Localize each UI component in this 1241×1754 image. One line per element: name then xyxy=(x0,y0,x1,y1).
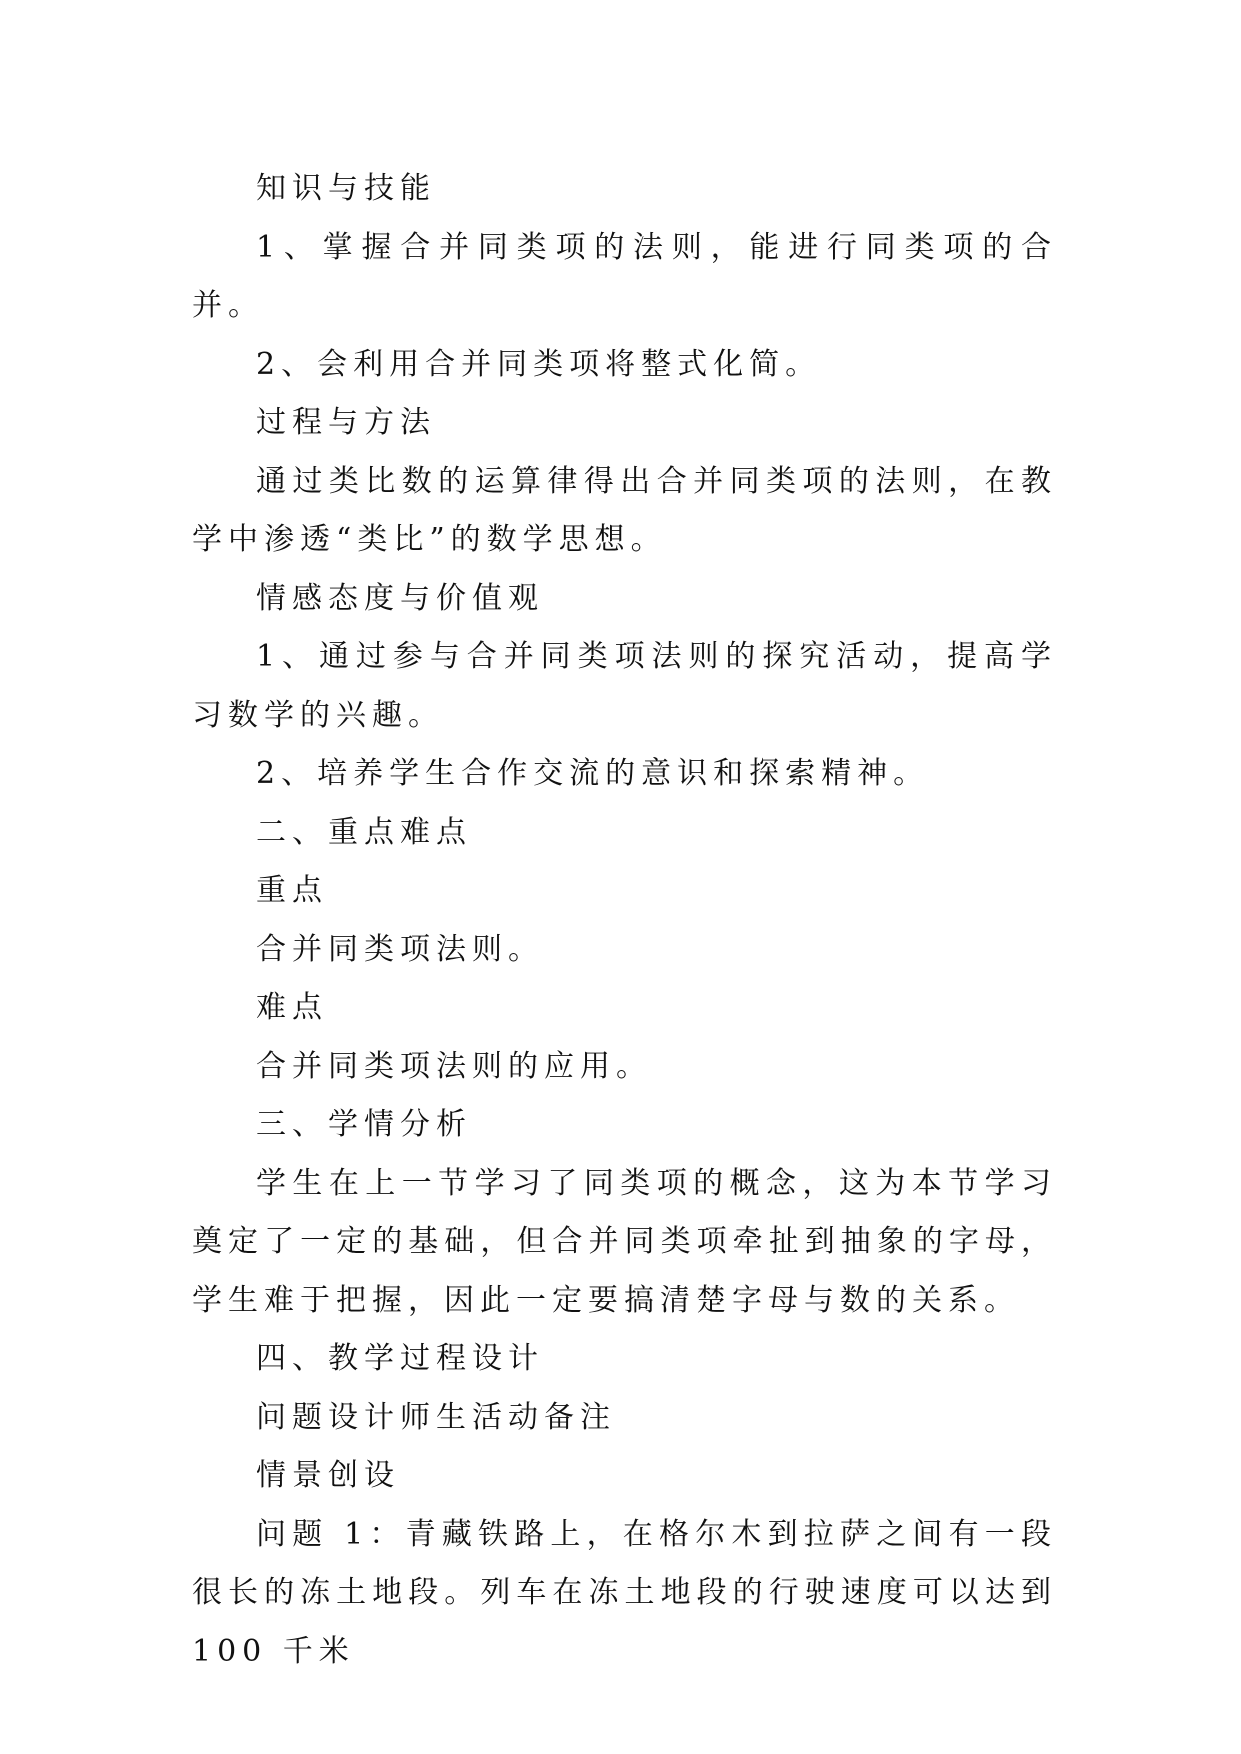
subheading-scenario: 情景创设 xyxy=(256,1458,400,1493)
paragraph: 合并同类项法则的应用。 xyxy=(256,1048,652,1084)
section-heading-student-analysis: 三、学情分析 xyxy=(256,1107,472,1142)
section-heading-key-points: 二、重点难点 xyxy=(256,814,472,850)
paragraph: 问题设计师生活动备注 xyxy=(256,1399,616,1435)
paragraph: 问题 1：青藏铁路上，在格尔木到拉萨之间有一段很长的冻土地段。列车在冻土地段的行驶速度可以达到 100 千米 xyxy=(192,1516,1057,1669)
paragraph: 1、掌握合并同类项的法则，能进行同类项的合并。 xyxy=(192,229,1057,323)
paragraph: 2、会利用合并同类项将整式化简。 xyxy=(256,346,822,382)
paragraph: 通过类比数的运算律得出合并同类项的法则，在教学中渗透“类比”的数学思想。 xyxy=(192,463,1057,557)
section-heading-attitude-values: 情感态度与价值观 xyxy=(256,580,544,616)
paragraph: 2、培养学生合作交流的意识和探索精神。 xyxy=(256,756,930,791)
paragraph: 合并同类项法则。 xyxy=(256,931,544,967)
paragraph: 学生在上一节学习了同类项的概念，这为本节学习奠定了一定的基础，但合并同类项牵扯到抽象的字母，学生难于把握，因此一定要搞清楚字母与数的关系。 xyxy=(192,1165,1057,1318)
section-heading-teaching-process: 四、教学过程设计 xyxy=(256,1341,544,1376)
section-heading-process-method: 过程与方法 xyxy=(256,405,436,440)
document-body xyxy=(192,160,1057,1681)
paragraph: 1、通过参与合并同类项法则的探究活动，提高学习数学的兴趣。 xyxy=(192,639,1057,733)
subheading-difficulty: 难点 xyxy=(256,990,328,1025)
section-heading-knowledge-skills: 知识与技能 xyxy=(256,171,436,206)
subheading-key-point: 重点 xyxy=(256,873,328,908)
